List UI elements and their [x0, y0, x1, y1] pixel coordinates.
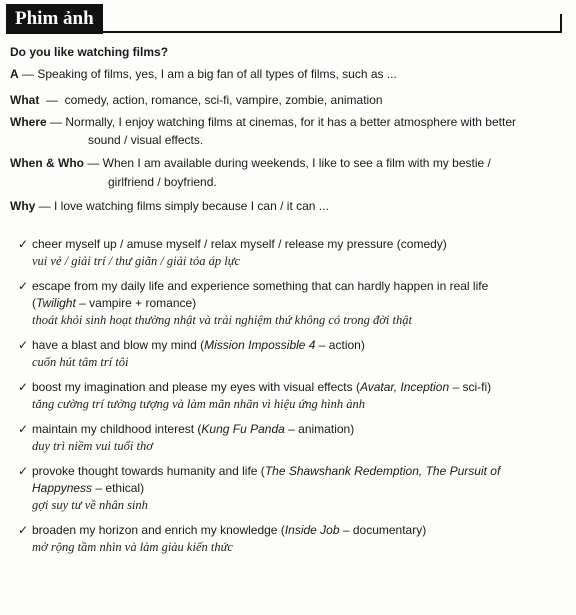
answer-whenwho-label: When & Who	[10, 156, 84, 170]
reason-en-cont	[32, 295, 563, 312]
film-title: Happyness	[32, 481, 93, 495]
reason-en-text: provoke thought towards humanity and life (	[32, 464, 265, 478]
answer-whenwho-dash: —	[83, 156, 103, 170]
section-header	[6, 4, 562, 34]
reason-en-cont	[32, 480, 563, 497]
answer-why-line	[10, 198, 329, 215]
reason-list	[18, 236, 563, 564]
answer-where-text-cont: sound / visual effects.	[88, 133, 204, 147]
answer-why-label: Why	[10, 199, 36, 213]
reason-en-text: have a blast and blow my mind (	[32, 338, 205, 352]
reason-vi: tăng cường trí tưởng tượng và làm mãn nhãn vì hiệu ứng hình ảnh	[32, 397, 366, 411]
reason-en-genre: – documentary)	[339, 523, 427, 537]
film-title: Kung Fu Panda	[201, 422, 285, 436]
reason-item	[18, 522, 563, 556]
reason-en	[32, 522, 563, 539]
answer-a-line	[10, 66, 397, 83]
reason-vi: mở rộng tầm nhìn và làm giàu kiến thức	[32, 540, 233, 554]
film-title: Inside Job	[284, 523, 340, 537]
answer-whenwho-text-cont: girlfriend / boyfriend.	[108, 175, 217, 189]
answer-where-text: Normally, I enjoy watching films at cinemas, for it has a better atmosphere with better	[65, 115, 516, 129]
reason-en-open: (	[32, 296, 36, 310]
film-title: Mission Impossible 4	[204, 338, 316, 352]
film-title: Twilight	[36, 296, 76, 310]
header-rule-end	[560, 14, 562, 33]
header-rule	[6, 31, 562, 33]
check-icon: ✓	[18, 237, 29, 251]
section-title: Phim ảnh	[6, 4, 103, 34]
answer-a-label: A	[10, 67, 19, 81]
answer-what-line	[10, 92, 383, 109]
reason-vi: gợi suy tư về nhân sinh	[32, 498, 148, 512]
check-icon: ✓	[18, 279, 29, 293]
reason-en: escape from my daily life and experience something that can hardly happen in real life	[32, 279, 489, 293]
reason-item	[18, 421, 563, 455]
reason-item	[18, 278, 563, 329]
reason-item	[18, 337, 563, 371]
answer-a-dash: —	[18, 67, 38, 81]
answer-what-label: What	[10, 93, 40, 107]
reason-en-genre: – action)	[315, 338, 365, 352]
answer-whenwho-text: When I am available during weekends, I like to see a film with my bestie /	[102, 156, 491, 170]
answer-whenwho-line	[10, 155, 491, 172]
answer-where-dash: —	[46, 115, 66, 129]
film-title: Avatar, Inception	[359, 380, 450, 394]
reason-vi: cuốn hút tâm trí tôi	[32, 355, 129, 369]
check-icon: ✓	[18, 380, 29, 394]
reason-en-genre: – ethical)	[92, 481, 145, 495]
reason-en	[32, 421, 563, 438]
answer-where-label: Where	[10, 115, 47, 129]
answer-where-line	[10, 114, 516, 131]
reason-item	[18, 379, 563, 413]
reason-en: cheer myself up / amuse myself / relax myself / release my pressure (comedy)	[32, 237, 447, 251]
reason-en-genre: – sci-fi)	[449, 380, 492, 394]
question: Do you like watching films?	[10, 45, 169, 59]
reason-en-genre: – animation)	[284, 422, 355, 436]
check-icon: ✓	[18, 338, 29, 352]
answer-what-text: comedy, action, romance, sci-fi, vampire, zombie, animation	[64, 93, 383, 107]
reason-en	[32, 337, 563, 354]
reason-en	[32, 379, 563, 396]
reason-vi: thoát khỏi sinh hoạt thường nhật và trải nghiệm thứ không có trong đời thật	[32, 313, 412, 327]
reason-en-text: boost my imagination and please my eyes with visual effects (	[32, 380, 360, 394]
reason-en-text: broaden my horizon and enrich my knowledge (	[32, 523, 285, 537]
reason-en	[32, 463, 563, 480]
reason-item	[18, 236, 563, 270]
answer-a-text: Speaking of films, yes, I am a big fan of all types of films, such as ...	[37, 67, 397, 81]
reason-en-genre: – vampire + romance)	[75, 296, 197, 310]
answer-what-dash: —	[39, 93, 65, 107]
check-icon: ✓	[18, 523, 29, 537]
check-icon: ✓	[18, 422, 29, 436]
reason-vi: duy trì niềm vui tuổi thơ	[32, 439, 153, 453]
check-icon: ✓	[18, 464, 29, 478]
film-title: The Shawshank Redemption, The Pursuit of	[264, 464, 501, 478]
reason-vi: vui vẻ / giải trí / thư giãn / giải tỏa áp lực	[32, 254, 241, 268]
reason-en-text: maintain my childhood interest (	[32, 422, 202, 436]
answer-why-text: I love watching films simply because I can / it can ...	[54, 199, 329, 213]
answer-why-dash: —	[35, 199, 55, 213]
reason-item	[18, 463, 563, 514]
